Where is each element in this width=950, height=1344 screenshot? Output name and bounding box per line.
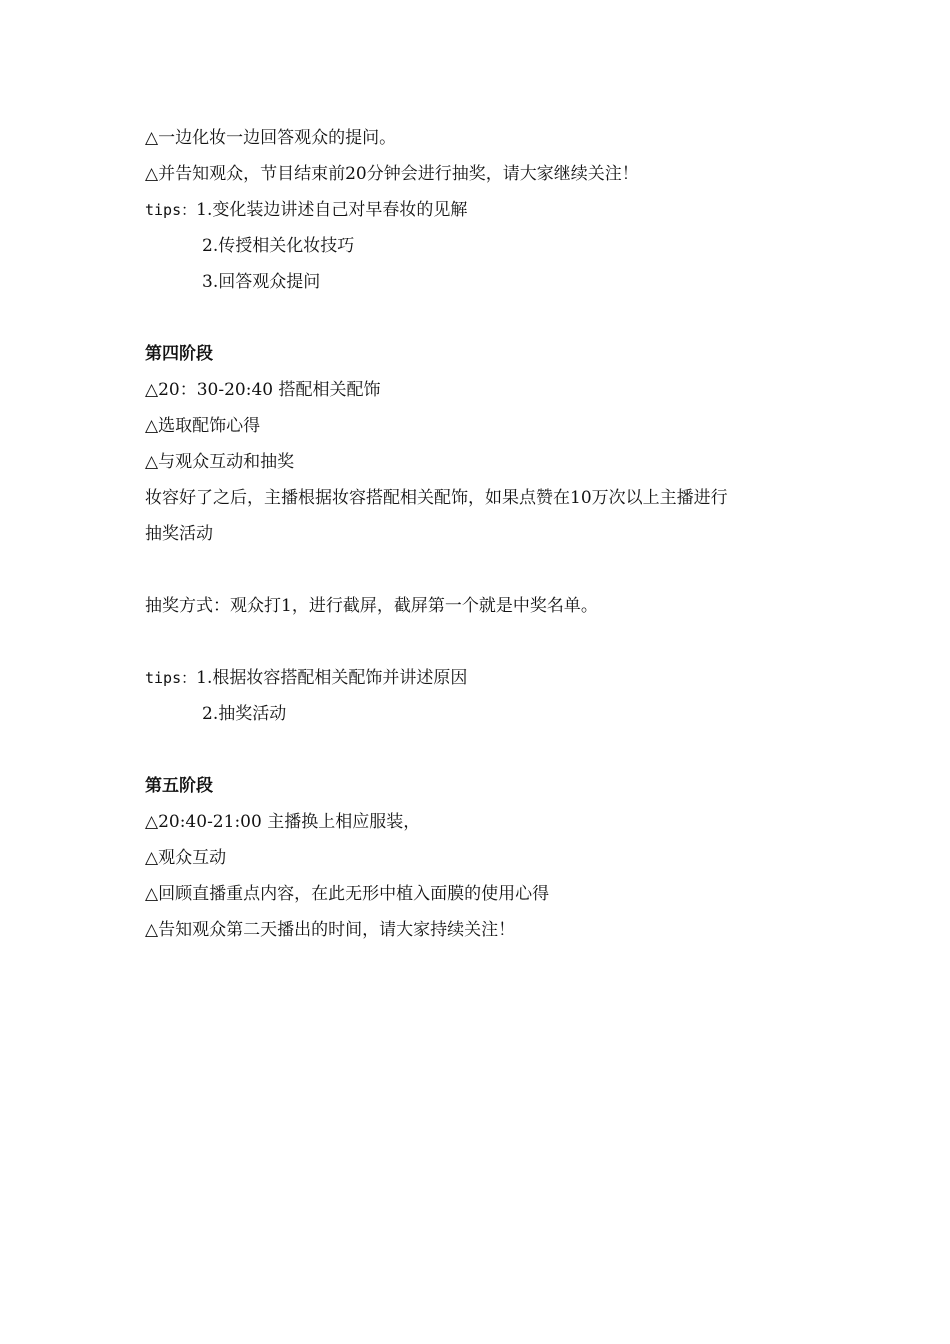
tips-item: 1.变化装边讲述自己对早春妆的见解 [196,200,468,220]
bullet-text: △告知观众第二天播出的时间，请大家持续关注！ [145,920,516,940]
tips-item: 2.传授相关化妆技巧 [202,236,355,256]
bullet-text: △20：30-20:40 搭配相关配饰 [145,380,381,400]
tips-item: 2.抽奖活动 [202,704,287,724]
tips-line [145,198,467,222]
paragraph-text: 妆容好了之后，主播根据妆容搭配相关配饰，如果点赞在10万次以上主播进行 [145,488,728,508]
section-heading: 第五阶段 [145,776,213,796]
tips-item: 1.根据妆容搭配相关配饰并讲述原因 [196,668,468,688]
tips-line [145,666,467,690]
bullet-text: △与观众互动和抽奖 [145,452,295,472]
paragraph-text: 抽奖活动 [145,524,213,544]
section-heading: 第四阶段 [145,344,213,364]
bullet-text: △并告知观众，节目结束前20分钟会进行抽奖，请大家继续关注！ [145,164,639,184]
bullet-text: △观众互动 [145,848,227,868]
lottery-method-text: 抽奖方式：观众打1，进行截屏，截屏第一个就是中奖名单。 [145,596,598,616]
bullet-text: △选取配饰心得 [145,416,261,436]
tips-item: 3.回答观众提问 [202,272,321,292]
tips-label: tips： [145,201,197,219]
bullet-text: △回顾直播重点内容，在此无形中植入面膜的使用心得 [145,884,550,904]
tips-label: tips： [145,669,197,687]
bullet-text: △20:40-21:00 主播换上相应服装， [145,812,421,832]
bullet-text: △一边化妆一边回答观众的提问。 [145,128,397,148]
